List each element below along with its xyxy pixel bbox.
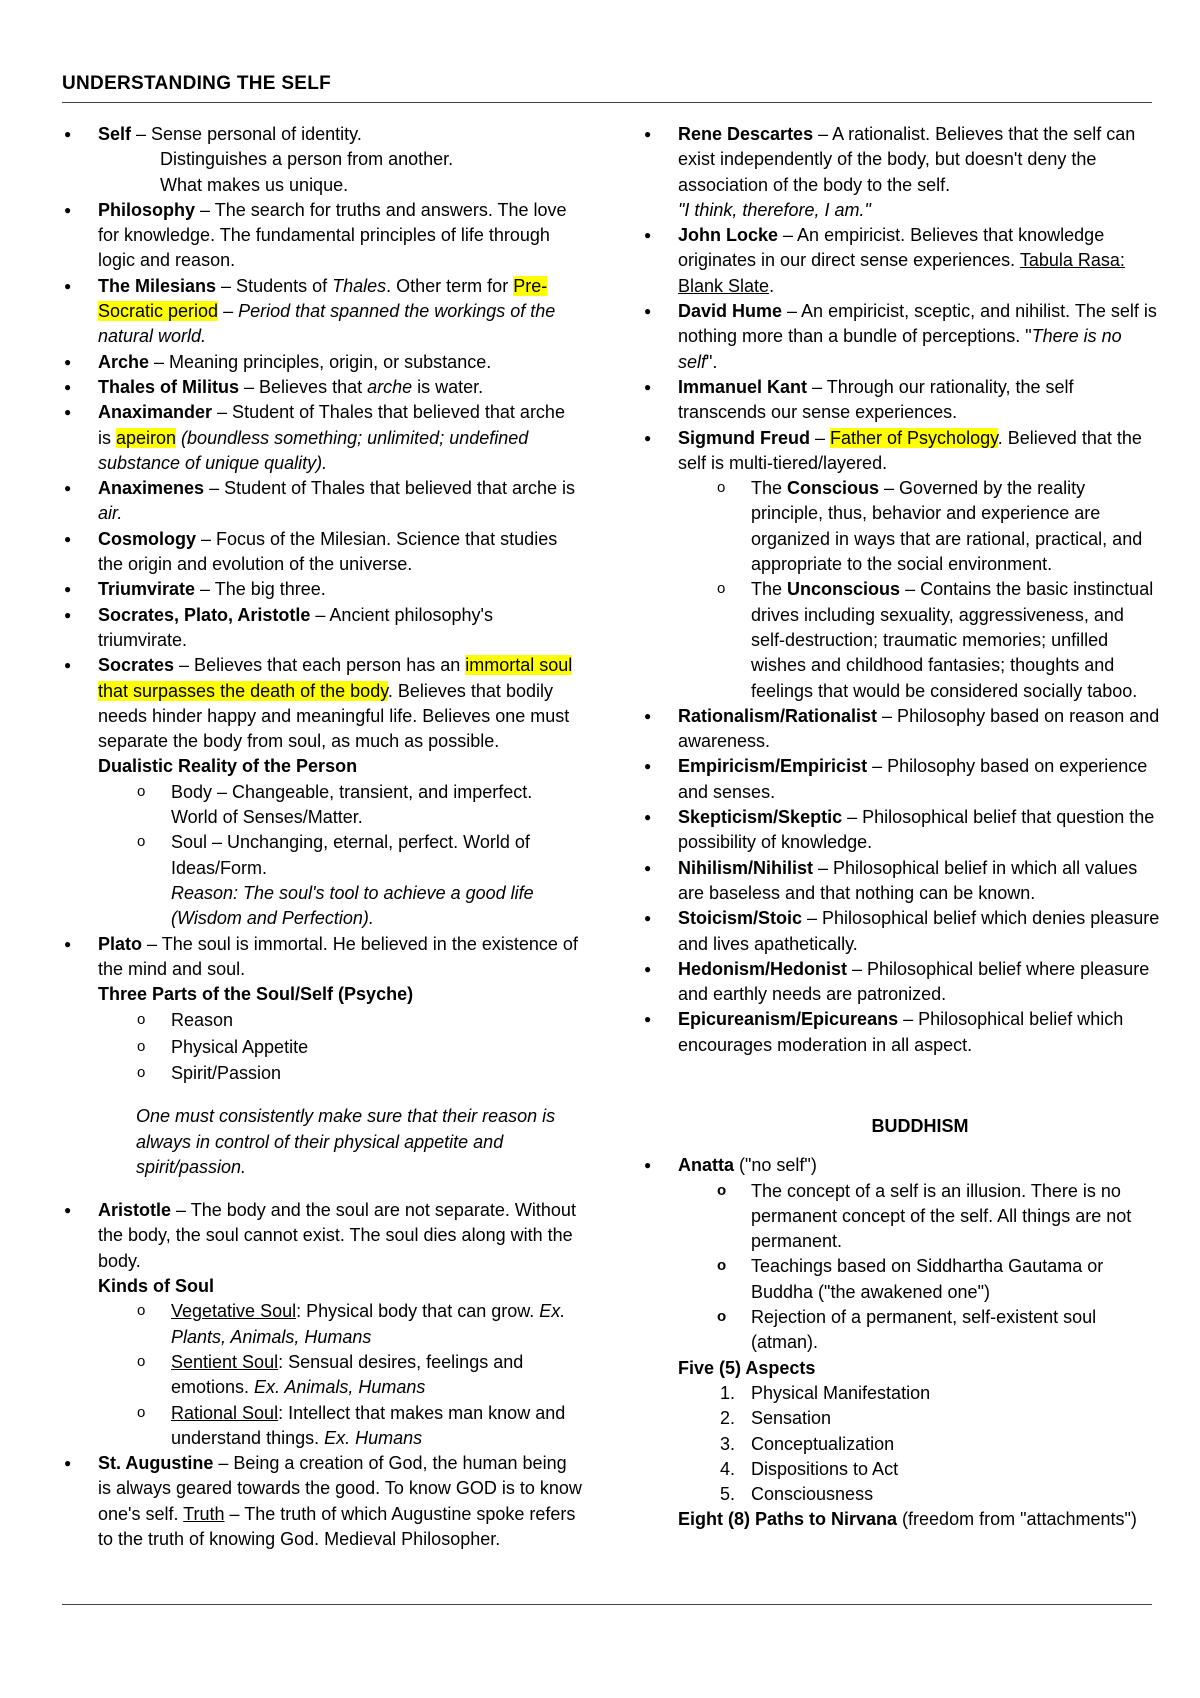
unconscious-term: Unconscious <box>787 579 901 600</box>
ism-term: Stoicism/Stoic <box>678 908 803 929</box>
unconscious-pre: The <box>751 579 788 600</box>
arche-word: arche <box>367 376 413 397</box>
def-self: – Sense personal of identity. <box>131 124 362 144</box>
highlight-immortal-soul: immortal soul that surpasses the death of the body <box>98 655 573 701</box>
soul-kind-vegetative <box>62 1299 582 1350</box>
anatta-point: o The concept of a self is an illusion. There is no permanent concept of the self. All things are not permanent. <box>642 1179 1162 1255</box>
ism-def: – Philosophical belief where pleasure and earthly needs are patronized. <box>678 958 1150 1005</box>
list-item-anatta <box>642 1153 1162 1178</box>
def-plato: – The soul is immortal. He believed in the existence of the mind and soul. <box>98 933 578 979</box>
list-item-spa <box>62 603 582 654</box>
list-item-cosmology <box>62 527 582 578</box>
term-freud: Sigmund Freud <box>678 427 810 448</box>
def-locke: – An empiricist. Believes that knowledge originates in our direct sense experiences. <box>678 225 1105 271</box>
ism-def: – Philosophical belief which denies pleasure and lives apathetically. <box>678 908 1160 954</box>
aspect-item: 5. Consciousness <box>720 1484 874 1505</box>
term-anatta: Anatta <box>678 1155 735 1176</box>
def-anaximander-italic: (boundless something; unlimited; undefined substance of unique quality). <box>98 427 529 473</box>
aspect-text: Conceptualization <box>751 1433 895 1454</box>
ism-term: Skepticism/Skeptic <box>678 807 843 828</box>
list-item-ism <box>642 957 1162 1008</box>
soul-kind-text: : Physical body that can grow. <box>296 1301 540 1322</box>
term-locke: John Locke <box>678 225 779 246</box>
term-philosophy: Philosophy <box>98 199 196 220</box>
page-title: UNDERSTANDING THE SELF <box>62 71 1152 103</box>
aspect-item: 4. Dispositions to Act <box>720 1458 899 1479</box>
tabula-rasa: Tabula Rasa: Blank Slate <box>678 250 1125 296</box>
conscious-term: Conscious <box>787 478 880 499</box>
ism-def: – Philosophical belief that question the possibility of knowledge. <box>678 807 1155 853</box>
term-aristotle: Aristotle <box>98 1200 172 1221</box>
def-arche: – Meaning principles, origin, or substance. <box>149 351 492 372</box>
def-hume: – An empiricist, sceptic, and nihilist. The self is nothing more than a bundle of perceptions. " <box>678 301 1157 347</box>
soul-part-item: o Spirit/Passion <box>62 1061 582 1086</box>
conscious-def: – Governed by the reality principle, thus, behavior and experience are organized in ways that are rational, practical, and appropriate to the social environment. <box>751 478 1143 575</box>
list-item-anaximenes <box>62 476 582 527</box>
aspect-item: 3. Conceptualization <box>720 1433 895 1454</box>
list-item-thales <box>62 375 582 400</box>
def-freud: . Believed that the self is multi-tiered/layered. <box>678 427 1142 473</box>
list-item-ism <box>642 754 1162 805</box>
aspect-item: 1. Physical Manifestation <box>720 1382 931 1403</box>
aspect-text: Sensation <box>751 1408 832 1429</box>
highlight-father-psychology: Father of Psychology <box>830 427 998 448</box>
highlight-apeiron: apeiron <box>116 427 177 448</box>
term-thales: Thales of Militus <box>98 376 240 397</box>
list-item-augustine <box>62 1451 582 1552</box>
ism-def: – Philosophical belief in which all values are baseless and that nothing can be known. <box>678 857 1138 903</box>
def-augustine: – Being a creation of God, the human being is always geared towards the good. To know GOD is to know one's self. <box>98 1453 582 1524</box>
list-item-philosophy <box>62 198 582 274</box>
bottom-rule <box>62 1604 1152 1605</box>
list-item-ism <box>642 906 1162 957</box>
def-descartes: – A rationalist. Believes that the self can exist independently of the body, but doesn't deny the association of the body to the self. <box>678 124 1136 195</box>
ism-term: Epicureanism/Epicureans <box>678 1009 899 1030</box>
term-descartes: Rene Descartes <box>678 124 814 144</box>
freud-dash: – <box>810 427 831 448</box>
term-hume: David Hume <box>678 301 783 322</box>
list-item-ism <box>642 805 1162 856</box>
five-aspects-heading: Five (5) Aspects <box>678 1357 816 1378</box>
def-thales: – Believes that <box>239 376 368 397</box>
soul-kind-name: Vegetative Soul <box>171 1301 297 1322</box>
list-item-ism <box>642 704 1162 755</box>
term-anaximander: Anaximander <box>98 402 213 423</box>
dualistic-reason: Reason: The soul's tool to achieve a good life (Wisdom and Perfection). <box>171 882 534 929</box>
aristotle-heading: Kinds of Soul <box>98 1276 214 1297</box>
ism-def: – Philosophy based on experience and senses. <box>678 756 1148 802</box>
soul-kind-example: Ex. Humans <box>324 1427 423 1448</box>
dualistic-body: o Body – Changeable, transient, and imperfect. World of Senses/Matter. <box>62 780 582 831</box>
def-anaximander: – Student of Thales that believed that arche is <box>98 402 565 448</box>
ism-term: Hedonism/Hedonist <box>678 958 848 979</box>
def-socrates-2: . Believes that bodily needs hinder happy and meaningful life. Believes one must separate the body from soul, as much as possible. <box>98 680 570 752</box>
right-column <box>642 122 1162 1533</box>
soul-kind-name: Rational Soul <box>171 1402 279 1423</box>
term-spa: Socrates, Plato, Aristotle <box>98 604 311 625</box>
dualistic-heading: Dualistic Reality of the Person <box>98 756 358 777</box>
def-cosmology: – Focus of the Milesian. Science that studies the origin and evolution of the universe. <box>98 528 558 575</box>
term-socrates: Socrates <box>98 655 175 676</box>
left-column <box>62 122 582 1552</box>
def-anatta: ("no self") <box>734 1155 817 1176</box>
hume-quote: There is no self <box>678 326 1122 372</box>
term-augustine: St. Augustine <box>98 1453 214 1474</box>
self-line-3: What makes us unique. <box>160 174 349 195</box>
def-anaximenes: – Student of Thales that believed that arche is <box>204 478 575 499</box>
list-item-socrates <box>62 653 582 754</box>
def-kant: – Through our rationality, the self transcends our sense experiences. <box>678 376 1074 423</box>
term-milesians: The Milesians <box>98 275 217 296</box>
truth-word: Truth <box>183 1503 225 1524</box>
soul-kind-text: : Intellect that makes man know and understand things. <box>171 1402 566 1448</box>
list-item-arche <box>62 350 582 375</box>
list-item-hume <box>642 299 1162 375</box>
list-item-ism <box>642 1007 1162 1058</box>
conscious-pre: The <box>751 478 788 499</box>
term-arche: Arche <box>98 351 150 372</box>
list-item-self <box>62 122 582 147</box>
eight-paths <box>642 1507 1162 1532</box>
list-item-kant <box>642 375 1162 426</box>
soul-part-item: o Reason <box>62 1008 582 1033</box>
highlight-pre-socratic: Pre-Socratic period <box>98 275 548 322</box>
soul-kind-sentient <box>62 1350 582 1401</box>
buddhism-heading: BUDDHISM <box>871 1115 969 1136</box>
def-milesians-3: – <box>218 301 239 322</box>
unconscious-def: – Contains the basic instinctual drives including sexuality, aggressiveness, and self-destruction; traumatic memories; unfilled wishes and childhood fantasies; thoughts and feelings that would be considered socially taboo. <box>751 579 1154 701</box>
ism-def: – Philosophy based on reason and awareness. <box>678 705 1160 752</box>
locke-end: . <box>769 275 775 296</box>
def-thales-2: is water. <box>412 376 484 397</box>
descartes-quote: "I think, therefore, I am." <box>678 199 871 220</box>
plato-note: One must consistently make sure that their reason is always in control of their physical appetite and spirit/passion. <box>136 1106 556 1177</box>
list-item-milesians <box>62 274 582 350</box>
eight-paths-text: (freedom from "attachments") <box>897 1509 1137 1530</box>
soul-kind-example: Ex. Plants, Animals, Humans <box>171 1301 566 1347</box>
def-augustine-2: – The truth of which Augustine spoke refers to the truth of knowing God. Medieval Philosopher. <box>98 1503 576 1550</box>
plato-heading: Three Parts of the Soul/Self (Psyche) <box>98 984 414 1005</box>
def-milesians: – Students of <box>216 275 333 296</box>
list-item-aristotle <box>62 1198 582 1274</box>
list-item-descartes <box>642 122 1162 198</box>
ism-def: – Philosophical belief which encourages moderation in all aspect. <box>678 1009 1124 1055</box>
soul-part-item: o Physical Appetite <box>62 1035 582 1060</box>
list-item-freud <box>642 426 1162 477</box>
aspect-text: Physical Manifestation <box>751 1382 931 1403</box>
def-aristotle: – The body and the soul are not separate. Without the body, the soul cannot exist. The soul dies along with the body. <box>98 1200 576 1271</box>
anatta-point: o Rejection of a permanent, self-existent soul (atman). <box>642 1305 1162 1356</box>
soul-kind-example: Ex. Animals, Humans <box>254 1377 426 1398</box>
def-triumvirate: – The big three. <box>195 579 326 600</box>
anatta-point: o Teachings based on Siddhartha Gautama or Buddha ("the awakened one") <box>642 1254 1162 1305</box>
thales-name: Thales <box>332 275 387 296</box>
aspect-item: 2. Sensation <box>720 1408 832 1429</box>
eight-paths-heading: Eight (8) Paths to Nirvana <box>678 1509 898 1530</box>
hume-end: ". <box>706 351 718 372</box>
def-milesians-2: . Other term for <box>386 275 514 296</box>
list-item-locke <box>642 223 1162 299</box>
term-cosmology: Cosmology <box>98 528 197 549</box>
ism-term: Rationalism/Rationalist <box>678 705 878 726</box>
dualistic-soul: o Soul – Unchanging, eternal, perfect. World of Ideas/Form. <box>62 830 582 881</box>
def-socrates: – Believes that each person has an <box>174 655 466 676</box>
aspect-text: Consciousness <box>751 1484 874 1505</box>
freud-unconscious <box>642 577 1162 703</box>
list-item-ism <box>642 856 1162 907</box>
freud-conscious <box>642 476 1162 577</box>
def-spa: – Ancient philosophy's triumvirate. <box>98 604 493 650</box>
ism-term: Empiricism/Empiricist <box>678 756 868 777</box>
term-anaximenes: Anaximenes <box>98 478 205 499</box>
list-item-anaximander <box>62 400 582 476</box>
def-milesians-italic: Period that spanned the workings of the natural world. <box>98 301 556 347</box>
term-kant: Immanuel Kant <box>678 376 808 397</box>
soul-kind-text: : Sensual desires, feelings and emotions. <box>171 1351 524 1398</box>
list-item-triumvirate <box>62 577 582 602</box>
air-word: air. <box>98 503 123 524</box>
def-philosophy: – The search for truths and answers. The love for knowledge. The fundamental principles of life through logic and reason. <box>98 199 567 271</box>
aspect-text: Dispositions to Act <box>751 1458 899 1479</box>
soul-kind-name: Sentient Soul <box>171 1351 279 1372</box>
ism-term: Nihilism/Nihilist <box>678 857 814 878</box>
term-triumvirate: Triumvirate <box>98 579 196 600</box>
self-line-2: Distinguishes a person from another. <box>160 149 454 170</box>
list-item-plato <box>62 932 582 983</box>
term-plato: Plato <box>98 933 143 954</box>
soul-kind-rational <box>62 1401 582 1452</box>
term-self: Self <box>98 124 132 144</box>
